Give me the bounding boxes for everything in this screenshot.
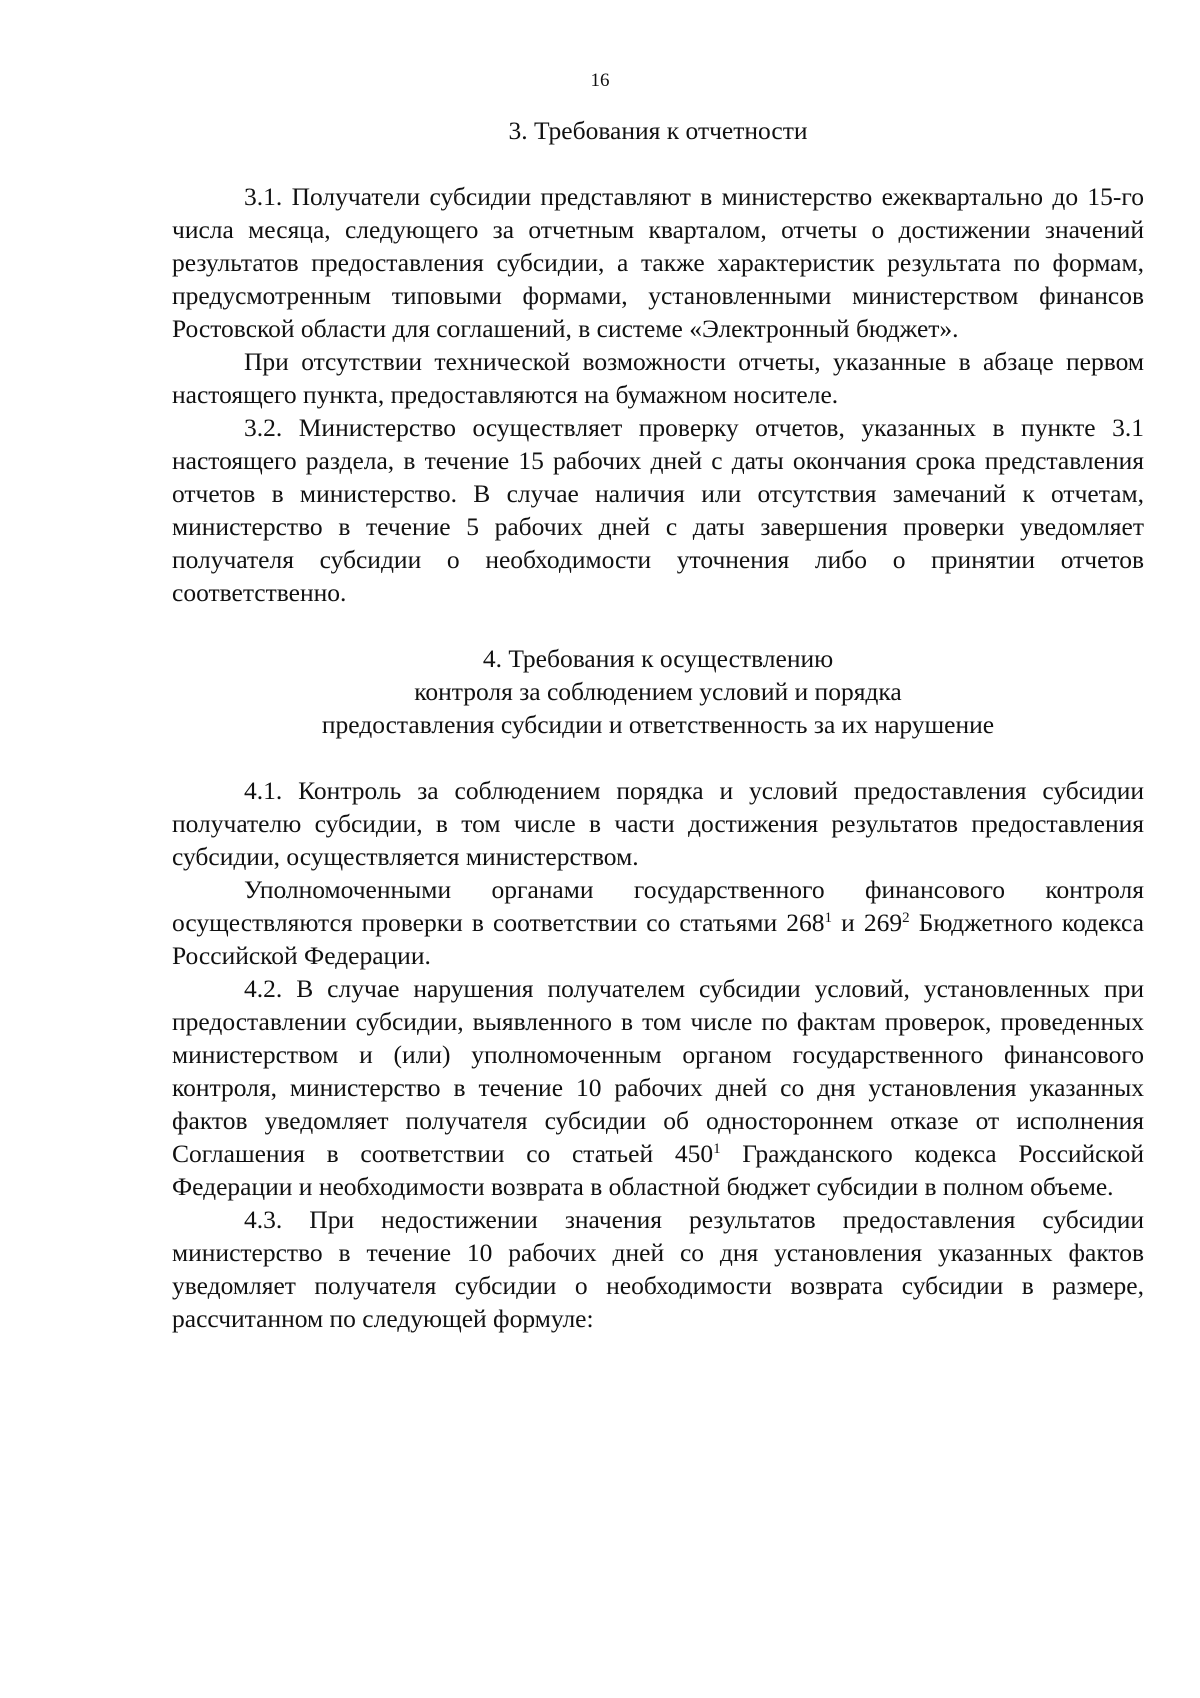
section-4-heading-line-3: предоставления субсидии и ответственность за их нарушение [321,710,995,739]
text-fragment: 4.2. В случае нарушения получателем субсидии условий, установленных при предоставлении субсидии, выявленного в том числе по фактам проверок, проведенных министерством и (или) уполномоченным органом государственного финансового контроля, министерство в течение 10 рабочих дней со дня установления указанных фактов уведомляет получателя субсидии об одностороннем отказе от исполнения Соглашения в соответствии со статьей 450 [172,974,1144,1168]
paragraph-3-1: 3.1. Получатели субсидии представляют в министерство ежеквартально до 15-го числа месяца, следующего за отчетным кварталом, отчеты о достижении значений результатов предоставления субсидии, а также характеристик результата по формам, предусмотренным типовыми формами, установленными министерством финансов Ростовской области для соглашений, в системе «Электронный бюджет». [172,182,1144,343]
paragraph-3-2: 3.2. Министерство осуществляет проверку отчетов, указанных в пункте 3.1 настоящего раздела, в течение 15 рабочих дней с даты окончания срока представления отчетов в министерство. В случае наличия или отсутствия замечаний к отчетам, министерство в течение 5 рабочих дней с даты завершения проверки уведомляет получателя субсидии о необходимости уточнения либо о принятии отчетов соответственно. [172,413,1144,607]
text-fragment: Уполномоченными органами государственного финансового контроля осуществляются проверки в соответствии со статьями 268 [172,875,1144,937]
spacer [172,741,1144,774]
text-fragment: Гражданского кодекса Российской Федерации и необходимости возврата в областной бюджет субсидии в полном объеме. [172,1139,1144,1201]
paragraph-authorized-bodies [172,873,1144,972]
paragraph-4-3: 4.3. При недостижении значения результатов предоставления субсидии министерство в течение 10 рабочих дней со дня установления указанных фактов уведомляет получателя субсидии о необходимости возврата субсидии в размере, рассчитанном по следующей формуле: [172,1205,1144,1333]
section-4-heading [172,642,1144,741]
text-fragment: и 269 [831,908,903,937]
section-3-heading [172,114,1144,147]
spacer [172,147,1144,180]
page-number: 16 [590,70,610,91]
paragraph-4-2 [172,972,1144,1203]
spacer [172,609,1144,642]
text-fragment: Бюджетного кодекса Российской Федерации. [172,908,1144,970]
document-body [172,114,1144,1335]
paragraph-4-1: 4.1. Контроль за соблюдением порядка и условий предоставления субсидии получателю субсидии, в том числе в части достижения результатов предоставления субсидии, осуществляется министерством. [172,776,1144,871]
section-3-heading-text: 3. Требования к отчетности [508,116,808,145]
superscript: 2 [902,910,910,926]
superscript: 1 [824,910,832,926]
section-4-heading-line-1: 4. Требования к осуществлению [482,644,834,673]
paragraph-3-1-paper: При отсутствии технической возможности отчеты, указанные в абзаце первом настоящего пункта, предоставляются на бумажном носителе. [172,347,1144,409]
superscript: 1 [713,1141,721,1157]
section-4-heading-line-2: контроля за соблюдением условий и порядка [414,677,902,706]
